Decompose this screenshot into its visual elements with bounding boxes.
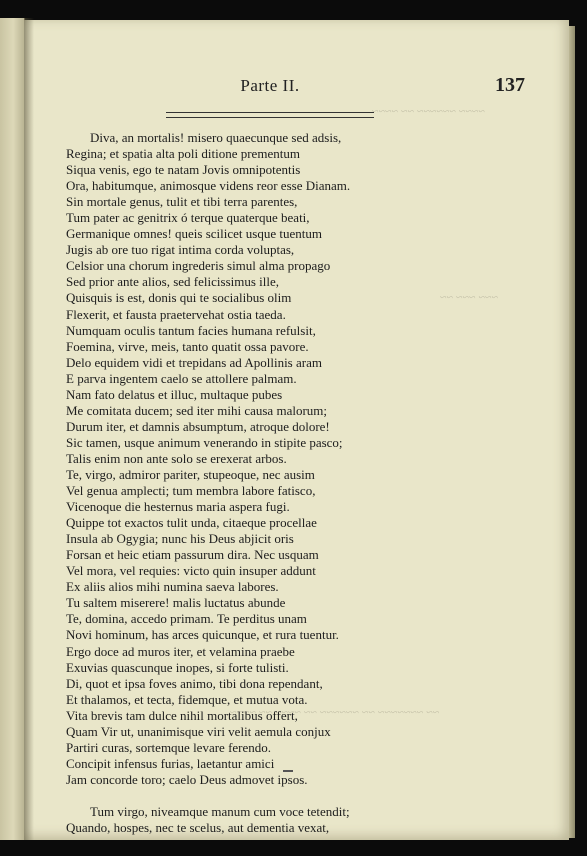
gutter-shadow [24, 18, 34, 840]
verse-line: Celsior una chorum ingrederis simul alma propago [66, 258, 331, 274]
verse-line: Jugis ab ore tuo rigat intima corda voluptas, [66, 242, 295, 258]
facing-page-edge [0, 18, 25, 840]
bleed-through-text: ~~ ~~~~~~~ ~~ ~~~~~~ ~~ ~~~~ ~~ ~~~~ [230, 705, 440, 719]
verse-line: Quisquis is est, donis qui te socialibus olim [66, 290, 292, 306]
verse-line: Vicenoque die hesternus maria aspera fugi. [66, 499, 290, 515]
verse-line: Sic tamen, usque animum venerando in stipite pasco; [66, 434, 343, 450]
verse-line: Insula ab Ogygia; nunc his Deus abjicit oris [66, 531, 294, 547]
verse-line: Vita brevis tam dulce nihil mortalibus offert, [66, 707, 298, 723]
verse-line: Tum virgo, niveamque manum cum voce tetendit; [90, 803, 350, 819]
stanza-break [66, 788, 506, 804]
verse-line: Ora, habitumque, animosque videns reor esse Dianam. [66, 178, 351, 194]
signature-mark [283, 770, 293, 772]
verse-line: Vel mora, vel requies: victo quin insuper addunt [66, 563, 316, 579]
verse-line: Te, domina, accedo primam. Te perditus unam [66, 611, 307, 627]
running-head: Parte II. [240, 76, 300, 95]
verse-line: Quippe tot exactos tulit unda, citaeque procellae [66, 515, 317, 531]
verse-line: Tu saltem miserere! malis luctatus abunde [66, 595, 286, 611]
page-number: 137 [495, 74, 525, 96]
verse-line: Te, virgo, admiror pariter, stupeoque, nec ausim [66, 466, 315, 482]
verse-line: Forsan et heic etiam passurum dira. Nec usquam [66, 547, 319, 563]
bleed-through-text: ~~~~ ~~~~~~ ~~ ~~~~ [372, 104, 485, 118]
verse-line: Diva, an mortalis! misero quaecunque sed adsis, [90, 130, 342, 145]
verse-line: Germanique omnes! queis scilicet usque tuentum [66, 226, 322, 242]
verse-line: Quando, hospes, nec te scelus, aut dementia vexat, [66, 819, 330, 835]
verse-line: Partiri curas, sortemque levare ferendo. [66, 739, 272, 755]
verse-line: Nam fato delatus et illuc, multaque pubes [66, 386, 283, 402]
verse-line: Et thalamos, et tecta, fidemque, et mutua vota. [66, 691, 308, 707]
verse-line: Durum iter, et damnis absumptum, atroque dolore! [66, 418, 330, 434]
verse-line: Flexerit, et fausta praetervehat ostia taeda. [66, 306, 286, 322]
verse-line: Novi hominum, has arces quicunque, et rura tuentur. [66, 627, 339, 643]
verse-line: Jam concorde toro; caelo Deus admovet ipsos. [66, 771, 308, 787]
verse-line: Di, quot et ipsa foves animo, tibi dona rependant, [66, 675, 323, 691]
verse-line: Talis enim non ante solo se erexerat arbos. [66, 450, 287, 466]
verse-line: Regina; et spatia alta poli ditione prementum [66, 146, 300, 162]
verse-line: Tum pater ac genitrix ó terque quaterque beati, [66, 210, 310, 226]
verse-line: Numquam oculis tantum facies humana refulsit, [66, 322, 316, 338]
header-rule [166, 112, 374, 118]
verse-line: Ergo doce ad muros iter, et velamina praebe [66, 643, 295, 659]
verse-line: Sin mortale genus, tulit et tibi terra parentes, [66, 194, 298, 210]
bleed-through-text: ~~~ ~~~ ~~ [440, 290, 498, 304]
poem-text [66, 130, 506, 836]
verse-line: Vel genua amplecti; tum membra labore fatisco, [66, 483, 316, 499]
verse-line: Ex aliis alios mihi numina saeva labores. [66, 579, 279, 595]
verse-line: Sed prior ante alios, sed felicissimus ille, [66, 274, 280, 290]
verse-line: Foemina, virve, meis, tanto quatit ossa pavore. [66, 338, 309, 354]
verse-line: Siqua venis, ego te natam Jovis omnipotentis [66, 162, 301, 178]
verse-line: Concipit infensus furias, laetantur amici [66, 755, 275, 771]
verse-line: Quam Vir ut, unanimisque viri velit aemula conjux [66, 723, 331, 739]
verse-line: Exuvias quascunque inopes, si forte tulisti. [66, 659, 289, 675]
page-edge-right [569, 26, 575, 838]
verse-line: Me comitata ducem; sed iter mihi causa malorum; [66, 402, 328, 418]
verse-line: E parva ingentem caelo se attollere palmam. [66, 370, 297, 386]
verse-line: Delo equidem vidi et trepidans ad Apollinis aram [66, 354, 322, 370]
